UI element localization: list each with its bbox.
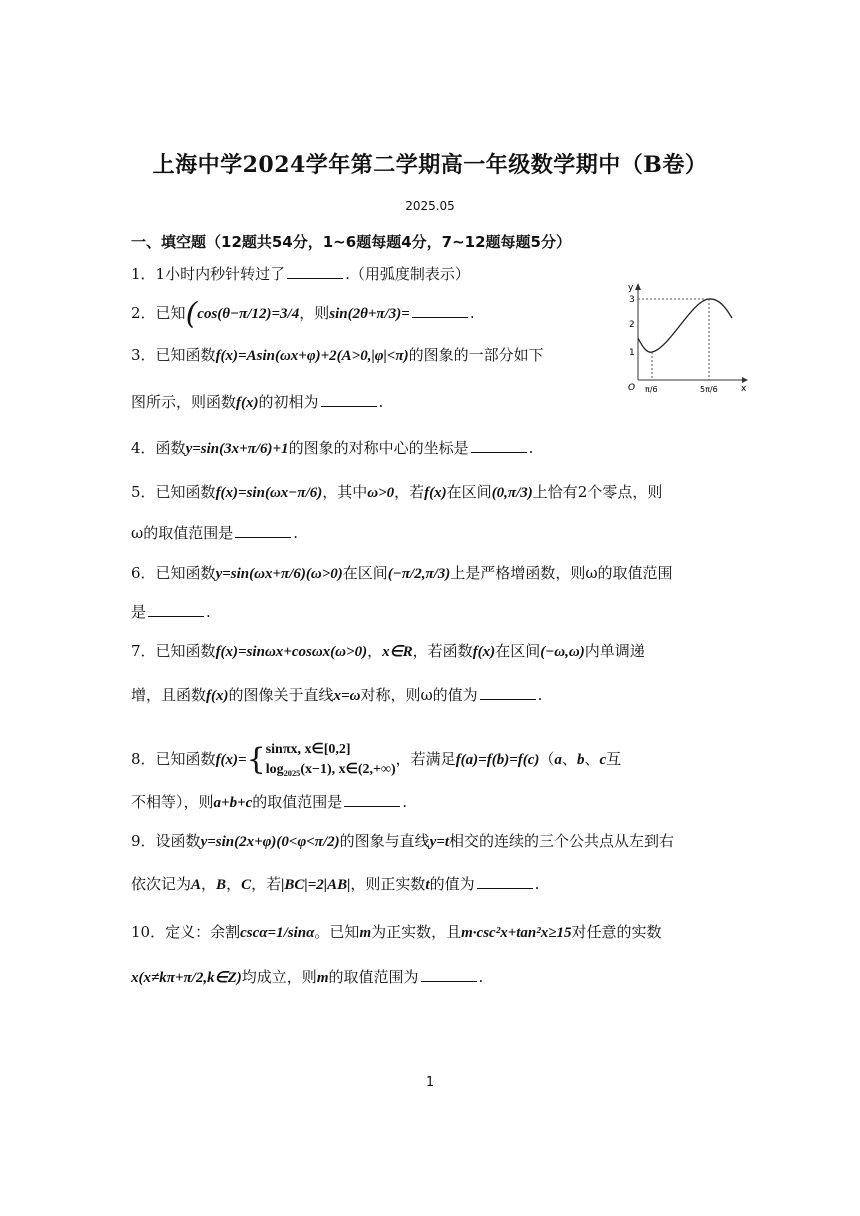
- math-expression: |BC|=2|AB|: [281, 877, 351, 893]
- math-variable: C: [241, 877, 252, 893]
- question-text: 依次记为: [131, 875, 192, 893]
- math-variable: t: [425, 877, 430, 893]
- math-expression: y=sin(ωx+π/6)(ω>0): [215, 566, 343, 582]
- question-text: 对任意的实数: [571, 923, 662, 941]
- answer-blank: [148, 602, 204, 617]
- question-text: （: [539, 750, 555, 768]
- separator: 、: [561, 750, 577, 768]
- question-text: 已知函数: [155, 346, 216, 364]
- question-text: 已知函数: [155, 564, 216, 582]
- question-text: .: [469, 304, 475, 322]
- question-text: 的图象的一部分如下: [408, 346, 544, 364]
- question-text: .（用弧度制表示）: [345, 265, 470, 283]
- question-text: .: [528, 439, 534, 457]
- question-text: 已知函数: [155, 483, 216, 501]
- math-variable: b: [576, 752, 585, 768]
- question-text: ，若: [394, 483, 425, 501]
- answer-blank: [471, 438, 527, 453]
- question-text: 不相等），则: [131, 793, 214, 811]
- question-text: 上是严格增函数，则ω的取值范围: [450, 564, 673, 582]
- piecewise-cases: [266, 740, 396, 780]
- math-expression: f(x)=sinωx+cosωx(ω>0): [215, 644, 368, 660]
- question-text: ，若满足: [395, 750, 456, 768]
- sine-graph-figure: [614, 280, 748, 410]
- question-text: 在区间: [446, 483, 492, 501]
- question-text: 增，且函数: [131, 686, 207, 704]
- question-text: ，则正实数: [350, 875, 426, 893]
- question-text: .: [478, 968, 484, 986]
- question-text: .: [378, 393, 384, 411]
- question-2: [131, 296, 475, 332]
- math-expression: (0,π/3): [491, 485, 533, 501]
- math-expression: (: [185, 296, 198, 332]
- question-text: 为正实数，且: [371, 923, 462, 941]
- question-8-cont: [131, 791, 407, 814]
- question-text: 的图像关于直线: [228, 686, 334, 704]
- question-text: 内单调递: [584, 642, 645, 660]
- question-number: 8．: [131, 750, 156, 768]
- math-expression: a+b+c: [213, 795, 253, 811]
- section-heading: 一、填空题（12题共54分，1~6题每题4分，7~12题每题5分）: [131, 233, 571, 251]
- question-text: 互: [606, 750, 622, 768]
- math-variable: m: [316, 970, 329, 986]
- question-number: 4．: [131, 439, 156, 457]
- question-4: [131, 437, 533, 460]
- question-text: 对称，则ω的值为: [360, 686, 478, 704]
- math-expression: x(x≠kπ+π/2,k∈Z): [131, 970, 242, 986]
- answer-blank: [421, 967, 477, 982]
- math-expression: (−π/2,π/3): [387, 566, 451, 582]
- math-expression: (−ω,ω): [540, 644, 585, 660]
- question-text: .: [534, 875, 540, 893]
- question-text: ω的取值范围是: [131, 524, 234, 542]
- answer-blank: [344, 792, 400, 807]
- question-number: 2．: [131, 304, 156, 322]
- question-text: 1小时内秒针转过了: [155, 265, 286, 283]
- question-text: ，其中: [322, 483, 368, 501]
- math-expression: f(x): [206, 688, 229, 704]
- question-text: 已知: [155, 304, 186, 322]
- question-8: [131, 740, 621, 780]
- question-text: 的值为: [429, 875, 475, 893]
- math-expression: f(x)=sin(ωx−π/6): [215, 485, 323, 501]
- math-expression: y=sin(3x+π/6)+1: [185, 441, 289, 457]
- math-expression: y=sin(2x+φ)(0<φ<π/2): [200, 834, 340, 850]
- question-text: .: [293, 524, 299, 542]
- question-text: 的取值范围是: [252, 793, 343, 811]
- question-3: [131, 344, 544, 367]
- question-text: ，则: [299, 304, 330, 322]
- math-variable: B: [216, 877, 227, 893]
- y-tick-2: 2: [629, 320, 635, 330]
- math-variable: m: [359, 925, 372, 941]
- answer-blank: [477, 874, 533, 889]
- math-expression: f(x): [424, 485, 447, 501]
- math-expression: f(x)=: [215, 752, 247, 768]
- question-number: 5．: [131, 483, 156, 501]
- answer-blank: [321, 392, 377, 407]
- page-number: 1: [425, 1075, 435, 1090]
- question-text: 的图象与直线: [339, 832, 430, 850]
- x-axis-arrow: [742, 377, 748, 383]
- math-expression: ω>0: [367, 485, 395, 501]
- question-text: .: [537, 686, 543, 704]
- question-text: 上恰有2个零点，则: [532, 483, 663, 501]
- sine-curve: [638, 299, 732, 352]
- x-tick-pi6: π/6: [645, 385, 658, 394]
- answer-blank: [480, 685, 536, 700]
- math-variable: c: [599, 752, 607, 768]
- y-tick-3: 3: [629, 295, 635, 305]
- question-number: 7．: [131, 642, 156, 660]
- answer-blank: [235, 523, 291, 538]
- question-text: 是: [131, 603, 147, 621]
- question-number: 3．: [131, 346, 156, 364]
- question-text: 函数: [155, 439, 186, 457]
- x-axis-label: x: [741, 384, 747, 394]
- math-expression: f(x): [236, 395, 259, 411]
- question-text: 已知函数: [155, 750, 216, 768]
- question-text: 均成立，则: [241, 968, 317, 986]
- question-text: 设函数: [155, 832, 201, 850]
- question-9-cont: [131, 873, 539, 896]
- case-1: sinπx, x∈[0,2]: [265, 742, 351, 757]
- question-text: 相交的连续的三个公共点从左到右: [449, 832, 675, 850]
- question-6-cont: [131, 601, 211, 623]
- question-number: 1．: [131, 265, 156, 283]
- question-text: 在区间: [495, 642, 541, 660]
- math-expression: f(x)=Asin(ωx+φ)+2(A>0,|φ|<π): [215, 348, 409, 364]
- question-7-cont: [131, 684, 542, 707]
- math-variable: a: [554, 752, 562, 768]
- question-number: 10．: [131, 923, 166, 941]
- question-text: 在区间: [342, 564, 388, 582]
- question-number: 9．: [131, 832, 156, 850]
- sine-graph-svg: [614, 280, 748, 410]
- page-title: 上海中学2024学年第二学期高一年级数学期中（B卷）: [152, 152, 708, 178]
- question-6: [131, 562, 673, 585]
- question-text: 的取值范围为: [328, 968, 419, 986]
- question-9: [131, 830, 674, 853]
- math-expression: y=t: [429, 834, 450, 850]
- case-2: log₂₀₂₅(x−1), x∈(2,+∞): [265, 762, 396, 777]
- answer-blank: [287, 264, 343, 279]
- question-5-cont: [131, 522, 298, 544]
- y-tick-1: 1: [629, 348, 635, 358]
- question-text: ，若函数: [412, 642, 473, 660]
- question-text: 的图象的对称中心的坐标是: [288, 439, 469, 457]
- math-expression: f(x): [472, 644, 496, 660]
- question-text: 图所示，则函数: [131, 393, 237, 411]
- question-10: [131, 921, 662, 944]
- separator: ，: [201, 875, 217, 893]
- math-expression: cscα=1/sinα: [240, 925, 315, 941]
- math-variable: A: [191, 877, 202, 893]
- question-1: [131, 263, 470, 285]
- question-5: [131, 481, 662, 504]
- question-3-cont: [131, 391, 383, 414]
- question-text: 的初相为: [258, 393, 319, 411]
- question-text: .: [402, 793, 408, 811]
- math-expression: f(a)=f(b)=f(c): [455, 752, 540, 768]
- math-expression: x∈R: [382, 644, 413, 660]
- math-expression: sin(2θ+π/3)=: [329, 306, 410, 322]
- question-7: [131, 640, 645, 663]
- x-tick-5pi6: 5π/6: [700, 385, 718, 394]
- question-text: ，: [367, 642, 383, 660]
- question-text: ，若: [251, 875, 282, 893]
- math-expression: m·csc²x+tan²x≥15: [461, 925, 572, 941]
- separator: 、: [584, 750, 600, 768]
- question-10-cont: [131, 966, 483, 989]
- brace: {: [246, 742, 266, 777]
- origin-label: O: [628, 383, 636, 393]
- answer-blank: [412, 303, 468, 318]
- question-text: 。已知: [314, 923, 360, 941]
- question-text: .: [206, 603, 211, 621]
- separator: ，: [226, 875, 242, 893]
- question-text: 已知函数: [155, 642, 216, 660]
- exam-date: 2025.05: [405, 199, 455, 213]
- math-expression: cos(θ−π/12)=3/4: [197, 306, 300, 322]
- question-number: 6．: [131, 564, 156, 582]
- question-text: 定义：余割: [165, 923, 241, 941]
- math-expression: x=ω: [333, 688, 361, 704]
- y-axis-arrow: [635, 283, 641, 290]
- y-axis-label: y: [628, 283, 634, 293]
